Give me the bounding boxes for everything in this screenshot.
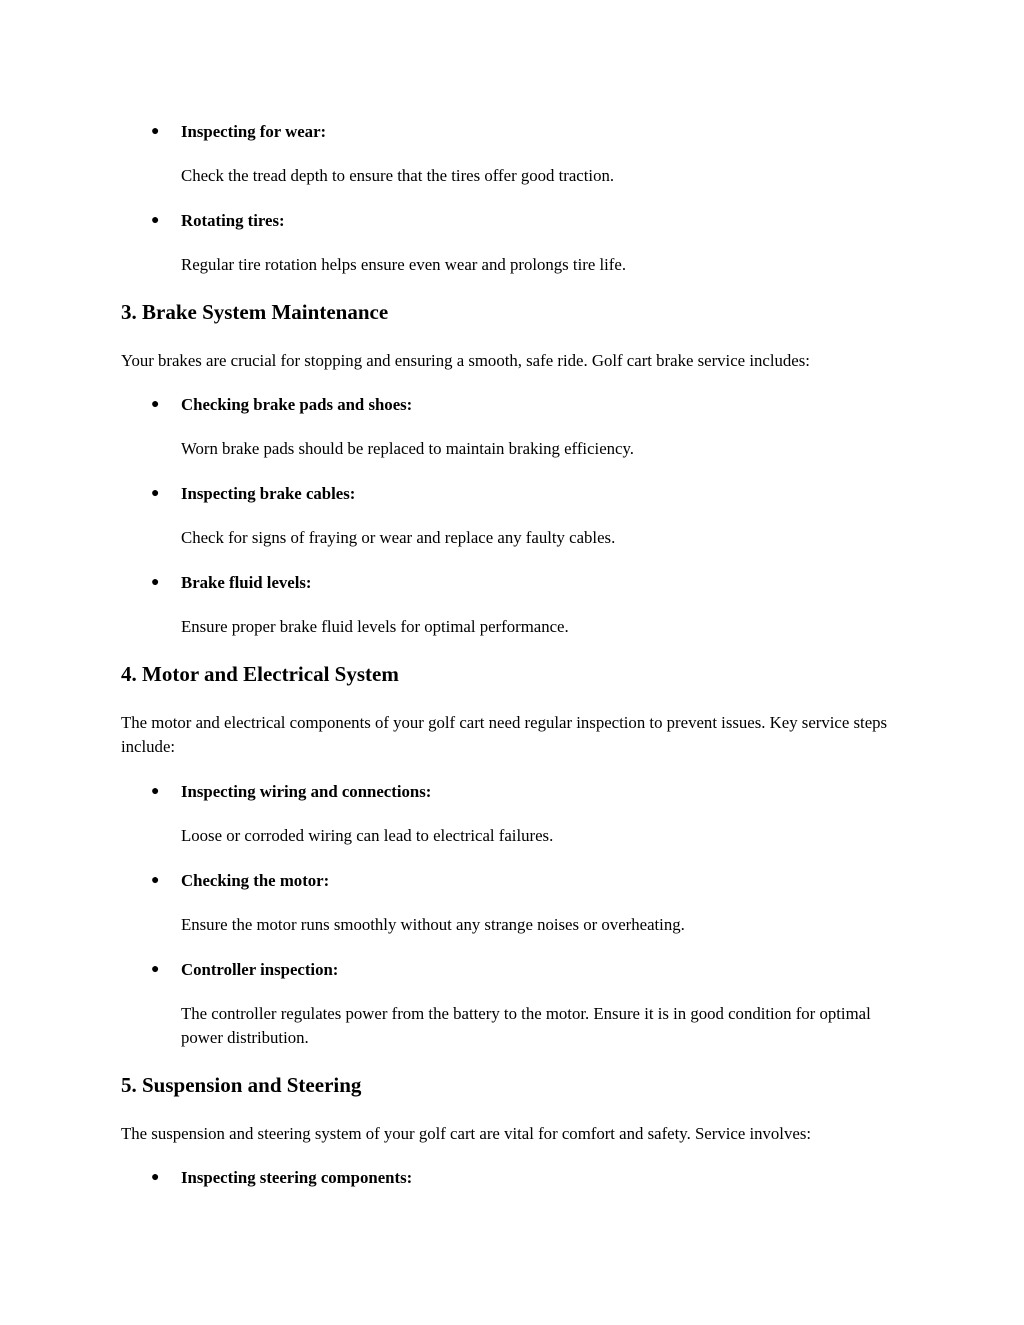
- section-intro: The motor and electrical components of your golf cart need regular inspection to prevent issues. Key service steps include:: [121, 713, 888, 756]
- section-suspension-steering: [121, 1072, 891, 1098]
- list-item-label: Checking the motor:: [181, 871, 330, 890]
- bullet-icon: ●: [151, 575, 160, 590]
- section-intro: Your brakes are crucial for stopping and ensuring a smooth, safe ride. Golf cart brake service includes:: [121, 351, 810, 370]
- bullet-icon: ●: [151, 486, 160, 501]
- list-item-label: Rotating tires:: [181, 211, 285, 230]
- list-item-label: Inspecting wiring and connections:: [181, 782, 432, 801]
- list-item: [121, 1166, 891, 1190]
- bullet-icon: ●: [151, 213, 160, 228]
- list-item-detail: Loose or corroded wiring can lead to electrical failures.: [181, 826, 554, 845]
- section-intro-paragraph: [121, 1122, 891, 1146]
- list-item: [121, 209, 891, 233]
- section-heading: 3. Brake System Maintenance: [121, 300, 389, 324]
- list-item-detail: Check for signs of fraying or wear and replace any faulty cables.: [181, 528, 616, 547]
- list-item: [121, 869, 891, 893]
- list-item-label: Inspecting steering components:: [181, 1168, 413, 1187]
- list-item-label: Inspecting brake cables:: [181, 484, 356, 503]
- list-item: [121, 120, 891, 144]
- section-motor-electrical: [121, 661, 891, 687]
- list-item-detail: Ensure proper brake fluid levels for optimal performance.: [181, 617, 569, 636]
- list-item: [121, 393, 891, 417]
- list-item-label: Inspecting for wear:: [181, 122, 327, 141]
- section-intro-paragraph: [121, 711, 891, 759]
- list-item-detail: Regular tire rotation helps ensure even wear and prolongs tire life.: [181, 255, 627, 274]
- bullet-icon: ●: [151, 962, 160, 977]
- list-item-detail: Worn brake pads should be replaced to maintain braking efficiency.: [181, 439, 634, 458]
- list-item-label: Brake fluid levels:: [181, 573, 312, 592]
- bullet-icon: ●: [151, 873, 160, 888]
- section-intro-paragraph: [121, 349, 891, 373]
- bullet-icon: ●: [151, 784, 160, 799]
- list-item: [121, 780, 891, 804]
- section-brake-system: [121, 299, 891, 325]
- list-item-label: Checking brake pads and shoes:: [181, 395, 413, 414]
- section-heading: 5. Suspension and Steering: [121, 1073, 362, 1097]
- list-item-detail: The controller regulates power from the battery to the motor. Ensure it is in good condition for optimal power distribution.: [181, 1004, 871, 1047]
- list-item: [121, 958, 891, 982]
- list-item-detail: Check the tread depth to ensure that the tires offer good traction.: [181, 166, 615, 185]
- bullet-icon: ●: [151, 397, 160, 412]
- list-item-label: Controller inspection:: [181, 960, 339, 979]
- list-item: [121, 571, 891, 595]
- list-item-detail: Ensure the motor runs smoothly without any strange noises or overheating.: [181, 915, 685, 934]
- section-intro: The suspension and steering system of your golf cart are vital for comfort and safety. Service involves:: [121, 1124, 812, 1143]
- bullet-icon: ●: [151, 1170, 160, 1185]
- section-heading: 4. Motor and Electrical System: [121, 662, 399, 686]
- bullet-icon: ●: [151, 124, 160, 139]
- list-item: [121, 482, 891, 506]
